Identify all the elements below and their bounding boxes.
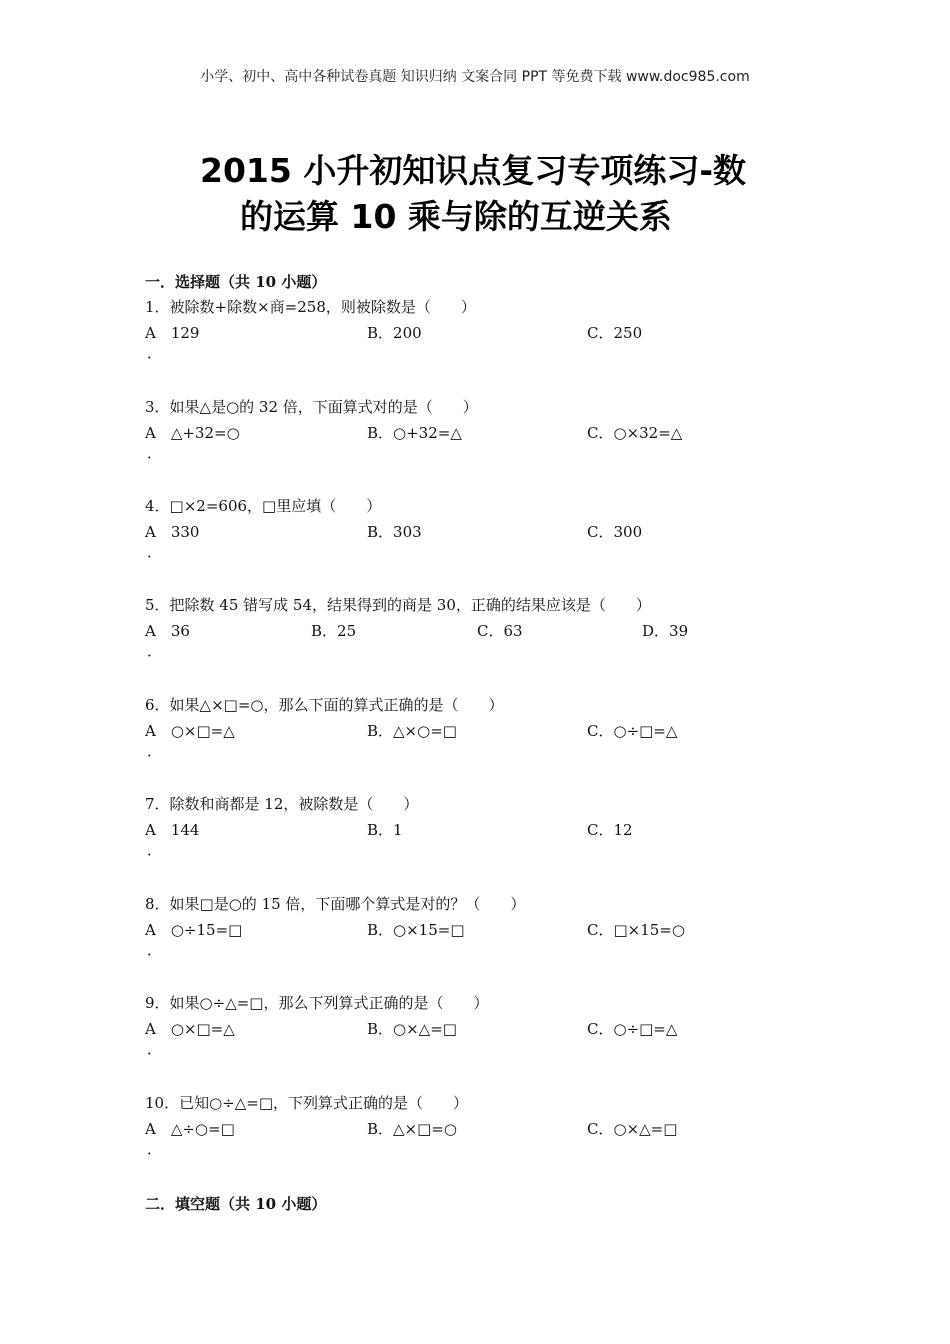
dot: ． bbox=[147, 444, 163, 462]
dot: ． bbox=[147, 543, 163, 561]
question-stem: 3．如果△是○的 32 倍，下面算式对的是（ ） bbox=[145, 398, 478, 416]
dot: ． bbox=[147, 841, 163, 859]
dot: ． bbox=[147, 642, 163, 660]
question-stem: 9．如果○÷△=□，那么下列算式正确的是（ ） bbox=[145, 994, 489, 1012]
question-stem: 8．如果□是○的 15 倍，下面哪个算式是对的？（ ） bbox=[145, 895, 526, 913]
option-row bbox=[145, 519, 845, 545]
option-b: B．303 bbox=[367, 523, 422, 541]
option-b: B．△×○=□ bbox=[367, 722, 457, 740]
option-b: B．200 bbox=[367, 324, 422, 342]
option-row bbox=[145, 817, 845, 843]
option-b: B．25 bbox=[311, 622, 357, 640]
option-c: C．○×32=△ bbox=[587, 424, 683, 442]
question-8 bbox=[145, 891, 845, 965]
option-b: B．○×15=□ bbox=[367, 921, 465, 939]
option-b: B．1 bbox=[367, 821, 403, 839]
option-a: A 144 bbox=[145, 821, 200, 839]
question-stem: 4．□×2=606，□里应填（ ） bbox=[145, 497, 382, 515]
dot: ． bbox=[147, 1140, 163, 1158]
option-a: A 129 bbox=[145, 324, 200, 342]
option-a: A 330 bbox=[145, 523, 200, 541]
question-stem: 7．除数和商都是 12，被除数是（ ） bbox=[145, 795, 419, 813]
option-c: C．○÷□=△ bbox=[587, 1020, 678, 1038]
option-b: B．△×□=○ bbox=[367, 1120, 457, 1138]
option-c: C．63 bbox=[477, 622, 523, 640]
question-6 bbox=[145, 692, 845, 766]
question-1 bbox=[145, 294, 845, 368]
option-c: C．○÷□=△ bbox=[587, 722, 678, 740]
option-d: D．39 bbox=[642, 622, 689, 640]
page-header: 小学、初中、高中各种试卷真题 知识归纳 文案合同 PPT 等免费下载 www.doc985.com bbox=[200, 69, 750, 85]
question-stem: 1．被除数+除数×商=258，则被除数是（ ） bbox=[145, 298, 476, 316]
option-a: A △÷○=□ bbox=[145, 1120, 235, 1138]
question-9 bbox=[145, 990, 845, 1064]
question-5 bbox=[145, 592, 845, 666]
title-line-1: 2015 小升初知识点复习专项练习-数 bbox=[200, 151, 747, 190]
document-title bbox=[150, 148, 850, 240]
option-c: C．□×15=○ bbox=[587, 921, 685, 939]
question-7 bbox=[145, 791, 845, 865]
option-row bbox=[145, 1116, 845, 1142]
option-a: A △+32=○ bbox=[145, 424, 240, 442]
question-4 bbox=[145, 493, 845, 567]
option-row bbox=[145, 618, 845, 644]
option-a: A ○×□=△ bbox=[145, 1020, 235, 1038]
option-a: A ○÷15=□ bbox=[145, 921, 243, 939]
question-stem: 10．已知○÷△=□，下列算式正确的是（ ） bbox=[145, 1094, 469, 1112]
option-c: C．○×△=□ bbox=[587, 1120, 678, 1138]
title-line-2: 的运算 10 乘与除的互逆关系 bbox=[240, 197, 672, 236]
option-a: A ○×□=△ bbox=[145, 722, 235, 740]
dot: ． bbox=[147, 941, 163, 959]
option-c: C．250 bbox=[587, 324, 643, 342]
option-row bbox=[145, 1016, 845, 1042]
option-b: B．○×△=□ bbox=[367, 1020, 457, 1038]
option-c: C．12 bbox=[587, 821, 633, 839]
option-row bbox=[145, 420, 845, 446]
dot: ． bbox=[147, 1040, 163, 1058]
option-c: C．300 bbox=[587, 523, 643, 541]
question-10 bbox=[145, 1090, 845, 1164]
section-heading-choice: 一．选择题（共 10 小题） bbox=[145, 273, 327, 291]
question-stem: 6．如果△×□=○，那么下面的算式正确的是（ ） bbox=[145, 696, 504, 714]
option-a: A 36 bbox=[145, 622, 190, 640]
dot: ． bbox=[147, 742, 163, 760]
question-3 bbox=[145, 394, 845, 468]
question-stem: 5．把除数 45 错写成 54，结果得到的商是 30，正确的结果应该是（ ） bbox=[145, 596, 651, 614]
option-row bbox=[145, 718, 845, 744]
option-row bbox=[145, 917, 845, 943]
section-heading-fill: 二．填空题（共 10 小题） bbox=[145, 1195, 327, 1213]
dot: ． bbox=[147, 344, 163, 362]
option-row bbox=[145, 320, 845, 346]
option-b: B．○+32=△ bbox=[367, 424, 462, 442]
